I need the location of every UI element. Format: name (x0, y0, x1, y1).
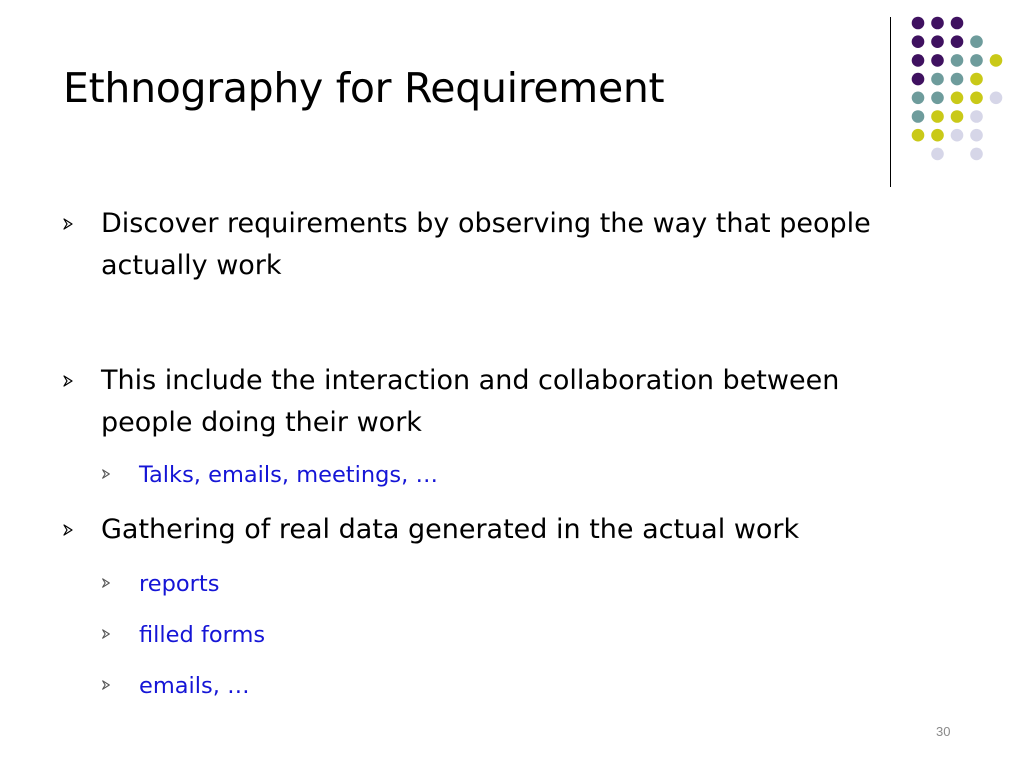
decoration-dot (912, 54, 925, 67)
arrow-bullet-icon (101, 578, 111, 588)
decoration-dot (931, 17, 944, 30)
decoration-dot (951, 92, 964, 105)
arrow-bullet-icon (62, 218, 74, 230)
decoration-dot (990, 92, 1003, 105)
decoration-dot (931, 35, 944, 48)
decoration-dot (970, 54, 983, 67)
decoration-dot (951, 54, 964, 67)
bullet-item (62, 203, 882, 287)
decoration-dot (951, 129, 964, 142)
decoration-dot (912, 129, 925, 142)
arrow-bullet-icon (101, 469, 111, 479)
decoration-dot (912, 92, 925, 105)
decoration-dot (951, 73, 964, 86)
sub-bullet-text: reports (139, 571, 220, 597)
decoration-dot (931, 92, 944, 105)
bullet-item (62, 360, 882, 444)
slide-title: Ethnography for Requirement (63, 64, 665, 112)
decoration-dot (970, 35, 983, 48)
bullet-item (62, 509, 882, 551)
decoration-dot (931, 110, 944, 123)
decoration-dot (970, 92, 983, 105)
decoration-dot (951, 35, 964, 48)
sub-bullet-item (101, 670, 250, 702)
decoration-dot (912, 73, 925, 86)
decoration-dot (951, 17, 964, 30)
decoration-dot (912, 110, 925, 123)
page-number: 30 (936, 724, 951, 739)
decoration-dot (970, 110, 983, 123)
decoration-dot (931, 54, 944, 67)
decoration-dot (951, 110, 964, 123)
decoration-dot (931, 129, 944, 142)
bullet-text: This include the interaction and collaboration between people doing their work (101, 365, 840, 438)
bullet-text: Discover requirements by observing the way that people actually work (101, 208, 871, 281)
decoration-dot (970, 73, 983, 86)
sub-bullet-text: filled forms (139, 622, 266, 648)
decoration-dot (970, 148, 983, 161)
sub-bullet-item (101, 619, 265, 651)
decoration-dot (931, 73, 944, 86)
arrow-bullet-icon (101, 629, 111, 639)
sub-bullet-text: emails, … (139, 673, 250, 699)
arrow-bullet-icon (101, 680, 111, 690)
sub-bullet-item (101, 568, 219, 600)
title-divider-line (890, 17, 891, 187)
decoration-dot (990, 54, 1003, 67)
bullet-text: Gathering of real data generated in the actual work (101, 514, 800, 545)
decoration-dot (912, 35, 925, 48)
decoration-dot (931, 148, 944, 161)
decoration-dot (912, 17, 925, 30)
sub-bullet-item (101, 459, 438, 491)
sub-bullet-text: Talks, emails, meetings, … (139, 462, 438, 488)
arrow-bullet-icon (62, 375, 74, 387)
decoration-dot (970, 129, 983, 142)
arrow-bullet-icon (62, 524, 74, 536)
